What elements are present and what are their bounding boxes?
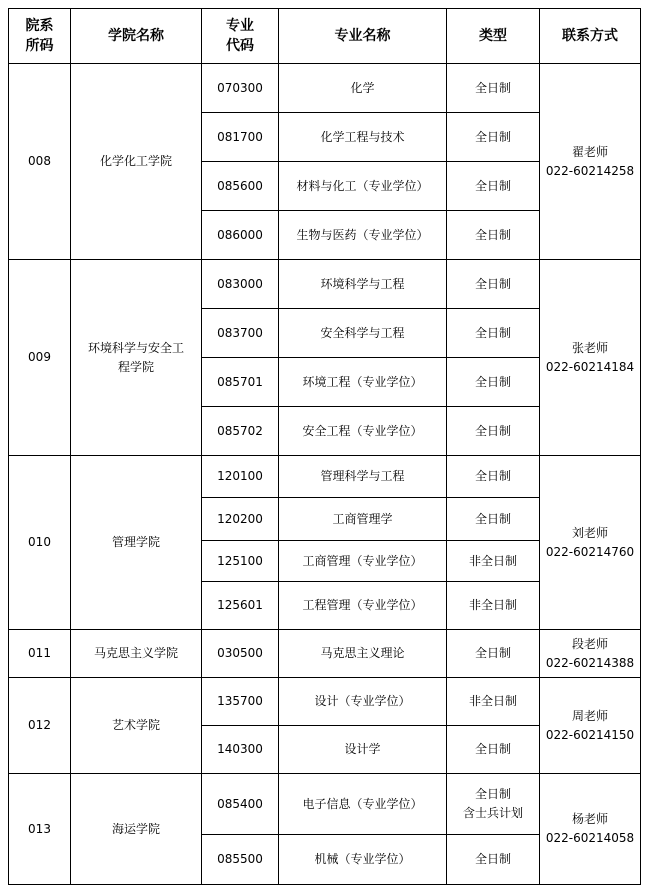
dept-code-cell: 011 [9,630,71,678]
major-code-cell: 086000 [202,211,279,260]
major-name-cell: 环境科学与工程 [279,260,447,309]
major-code-cell: 083000 [202,260,279,309]
major-name-cell: 环境工程（专业学位） [279,358,447,407]
type-cell: 全日制 [447,630,540,678]
major-name-cell: 安全工程（专业学位） [279,407,447,456]
major-name-cell: 机械（专业学位） [279,835,447,885]
contact-cell: 张老师 022-60214184 [540,260,641,456]
contact-cell: 翟老师 022-60214258 [540,64,641,260]
type-cell: 全日制 [447,498,540,541]
header-row [9,9,641,64]
major-name-cell: 生物与医药（专业学位） [279,211,447,260]
contact-cell: 周老师 022-60214150 [540,678,641,774]
major-name-cell: 安全科学与工程 [279,309,447,358]
major-name-cell: 工商管理学 [279,498,447,541]
table-row [9,260,641,309]
college-cell: 化学化工学院 [71,64,202,260]
dept-code-cell: 010 [9,456,71,630]
header-type: 类型 [447,9,540,64]
major-name-cell: 马克思主义理论 [279,630,447,678]
type-cell: 全日制 [447,726,540,774]
admissions-table [8,8,641,885]
type-cell: 非全日制 [447,582,540,630]
type-cell: 全日制 含士兵计划 [447,774,540,835]
type-cell: 全日制 [447,456,540,498]
type-cell: 全日制 [447,358,540,407]
college-cell: 艺术学院 [71,678,202,774]
table-row [9,678,641,726]
major-name-cell: 工商管理（专业学位） [279,541,447,582]
major-name-cell: 材料与化工（专业学位） [279,162,447,211]
type-cell: 全日制 [447,309,540,358]
major-code-cell: 030500 [202,630,279,678]
major-code-cell: 140300 [202,726,279,774]
major-name-cell: 化学工程与技术 [279,113,447,162]
type-cell: 全日制 [447,260,540,309]
header-dept-code: 院系 所码 [9,9,71,64]
major-code-cell: 085400 [202,774,279,835]
major-code-cell: 120100 [202,456,279,498]
major-name-cell: 设计（专业学位） [279,678,447,726]
major-name-cell: 化学 [279,64,447,113]
dept-code-cell: 009 [9,260,71,456]
major-name-cell: 电子信息（专业学位） [279,774,447,835]
table-row [9,630,641,678]
major-name-cell: 工程管理（专业学位） [279,582,447,630]
dept-code-cell: 013 [9,774,71,885]
major-code-cell: 081700 [202,113,279,162]
dept-code-cell: 008 [9,64,71,260]
header-contact: 联系方式 [540,9,641,64]
type-cell: 全日制 [447,162,540,211]
type-cell: 全日制 [447,211,540,260]
major-code-cell: 085702 [202,407,279,456]
major-name-cell: 设计学 [279,726,447,774]
dept-code-cell: 012 [9,678,71,774]
college-cell: 管理学院 [71,456,202,630]
major-code-cell: 125100 [202,541,279,582]
contact-cell: 刘老师 022-60214760 [540,456,641,630]
major-code-cell: 120200 [202,498,279,541]
contact-cell: 杨老师 022-60214058 [540,774,641,885]
header-major-name: 专业名称 [279,9,447,64]
college-cell: 海运学院 [71,774,202,885]
college-cell: 马克思主义学院 [71,630,202,678]
major-code-cell: 070300 [202,64,279,113]
table-row [9,64,641,113]
type-cell: 非全日制 [447,541,540,582]
contact-cell: 段老师 022-60214388 [540,630,641,678]
major-name-cell: 管理科学与工程 [279,456,447,498]
type-cell: 全日制 [447,113,540,162]
type-cell: 全日制 [447,835,540,885]
major-code-cell: 085701 [202,358,279,407]
type-cell: 全日制 [447,407,540,456]
type-cell: 非全日制 [447,678,540,726]
college-cell: 环境科学与安全工 程学院 [71,260,202,456]
table-row [9,774,641,835]
major-code-cell: 083700 [202,309,279,358]
major-code-cell: 125601 [202,582,279,630]
major-code-cell: 085600 [202,162,279,211]
header-major-code: 专业 代码 [202,9,279,64]
table-row [9,456,641,498]
type-cell: 全日制 [447,64,540,113]
major-code-cell: 085500 [202,835,279,885]
major-code-cell: 135700 [202,678,279,726]
header-college: 学院名称 [71,9,202,64]
